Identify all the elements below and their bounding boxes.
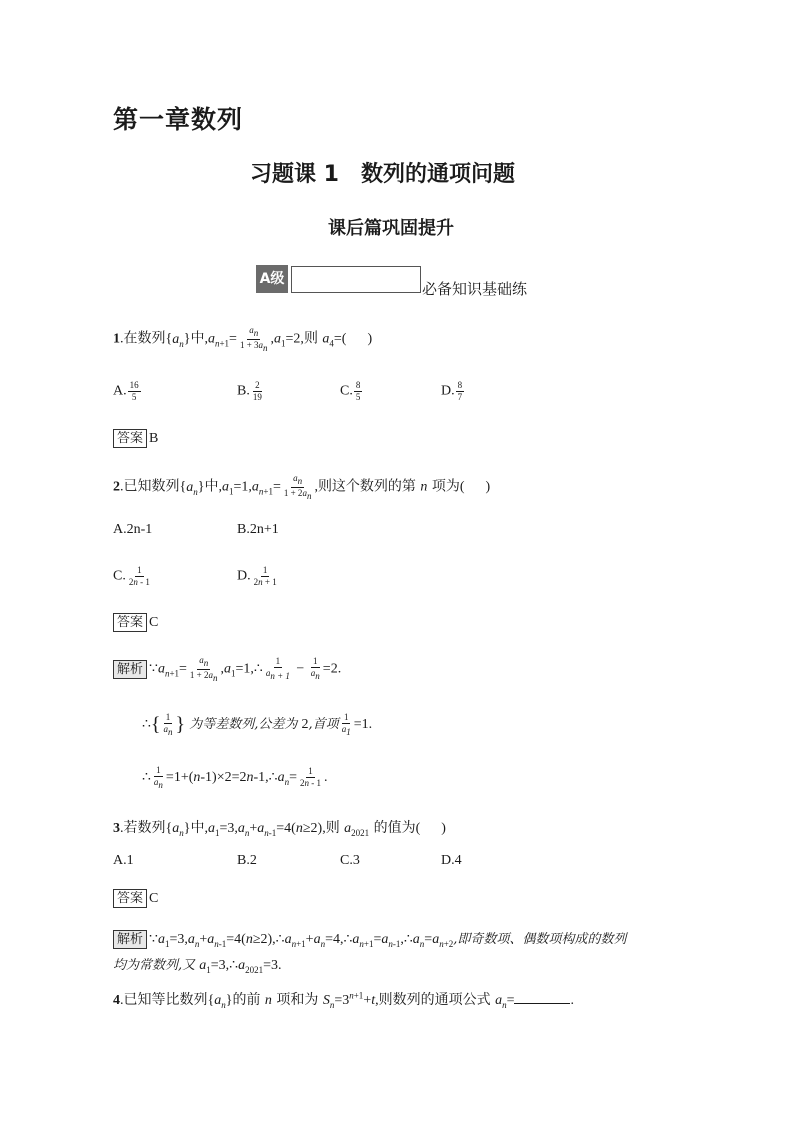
q2-answer-value: C <box>149 615 159 630</box>
q2-answer <box>113 613 158 632</box>
lesson-title-topic: 数列的通项问题 <box>360 162 515 187</box>
q1-answer <box>113 429 158 448</box>
q1-option-d: D. $\frac{8}{7}$ <box>441 380 463 402</box>
answer-tag: 答案 <box>113 889 147 908</box>
analysis-tag: 解析 <box>113 930 147 949</box>
lesson-title-number: 习题课 1 <box>250 162 339 187</box>
q3-option-a: A.1 <box>113 853 134 868</box>
answer-tag: 答案 <box>113 613 147 632</box>
q3-answer-value: C <box>149 891 159 906</box>
section-title: 课后篇巩固提升 <box>328 218 454 239</box>
q2-option-d: D. $\frac{1}{2n + 1}$ <box>237 565 277 587</box>
q3-analysis-line-1: 解析 $\because a_1=3,a_n+a_{n-1}=4(n\ge 2),\therefore a_{n+1}+a_n=4,\therefore a_{n+1}=a_{n-1},\therefore a_n=a_{n+2}$,即奇数项、偶数项构成的数列 <box>113 928 626 949</box>
q3-answer <box>113 889 158 908</box>
level-blank-box <box>291 266 421 293</box>
answer-tag: 答案 <box>113 429 147 448</box>
question-4: 4.已知等比数列$\{a_n\}$的前 n 项和为 $S_n=3^{n+1}+t$,则数列的通项公式 $a_n=$ . <box>113 990 574 1010</box>
q3-analysis-line-2: 均为常数列,又 $a_1=3,\therefore a_{2021}=3$. <box>113 958 282 975</box>
q2-analysis-line-2: ∴{ $\frac{1}{a_n}$ } 为等差数列,公差为 2,首项 $\frac{1}{a_1}$ =1. <box>142 712 373 737</box>
q3-option-b: B.2 <box>237 853 257 868</box>
q2-option-c: C. $\frac{1}{2n - 1}$ <box>113 565 150 587</box>
chapter-title: 第一章数列 <box>113 105 244 134</box>
q2-analysis-line-1: 解析 $\because a_{n+1}=$ $\frac{a_n}{1 + 2a_n}$ $,a_1=1,\therefore$ $\frac{1}{a_{n + 1}}$ − $\frac{1}{a_n}$ =2. <box>113 655 341 684</box>
question-3-number: 3 <box>113 821 120 836</box>
question-3: 3.若数列$\{a_n\}$中$,a_1=3,a_n+a_{n-1}=4(n\ge 2)$,则 $a_{2021}$ 的值为( ) <box>113 820 446 838</box>
analysis-tag: 解析 <box>113 660 147 679</box>
q3-option-d: D.4 <box>441 853 462 868</box>
q4-answer-blank[interactable] <box>514 1003 570 1004</box>
q2-analysis-line-3: ∴ $\frac{1}{a_n}$ $=1+(n-1)\times 2=2n-1,\therefore a_n=$ $\frac{1}{2n - 1}$ . <box>142 765 328 790</box>
question-1-number: 1 <box>113 331 120 347</box>
level-label: 必备知识基础练 <box>422 280 528 298</box>
q1-option-c: C. $\frac{8}{5}$ <box>340 380 361 402</box>
q1-answer-value: B <box>149 431 159 446</box>
q2-option-b: B.2n+1 <box>237 522 279 537</box>
lesson-title <box>250 157 515 188</box>
question-2-number: 2 <box>113 479 120 495</box>
q2-option-a: A.2n-1 <box>113 522 153 537</box>
q3-option-c: C.3 <box>340 853 360 868</box>
question-2: 2.已知数列$\{a_n\}$中$,a_1=1,a_{n+1}=$ $\frac{a_n}{1 + 2a_n}$ ,则这个数列的第 n 项为( ) <box>113 473 491 501</box>
question-4-number: 4 <box>113 993 120 1008</box>
q1-option-a: A. $\frac{16}{5}$ <box>113 380 139 402</box>
question-1: 1.在数列$\{a_n\}$中$,a_{n+1}=$ $\frac{a_n}{1 + 3a_n}$ $,a_1=2$,则 $a_4=$( ) <box>113 325 373 353</box>
q1-option-b: B. $\frac{2}{19}$ <box>237 380 262 402</box>
level-badge: A级 <box>256 265 288 293</box>
